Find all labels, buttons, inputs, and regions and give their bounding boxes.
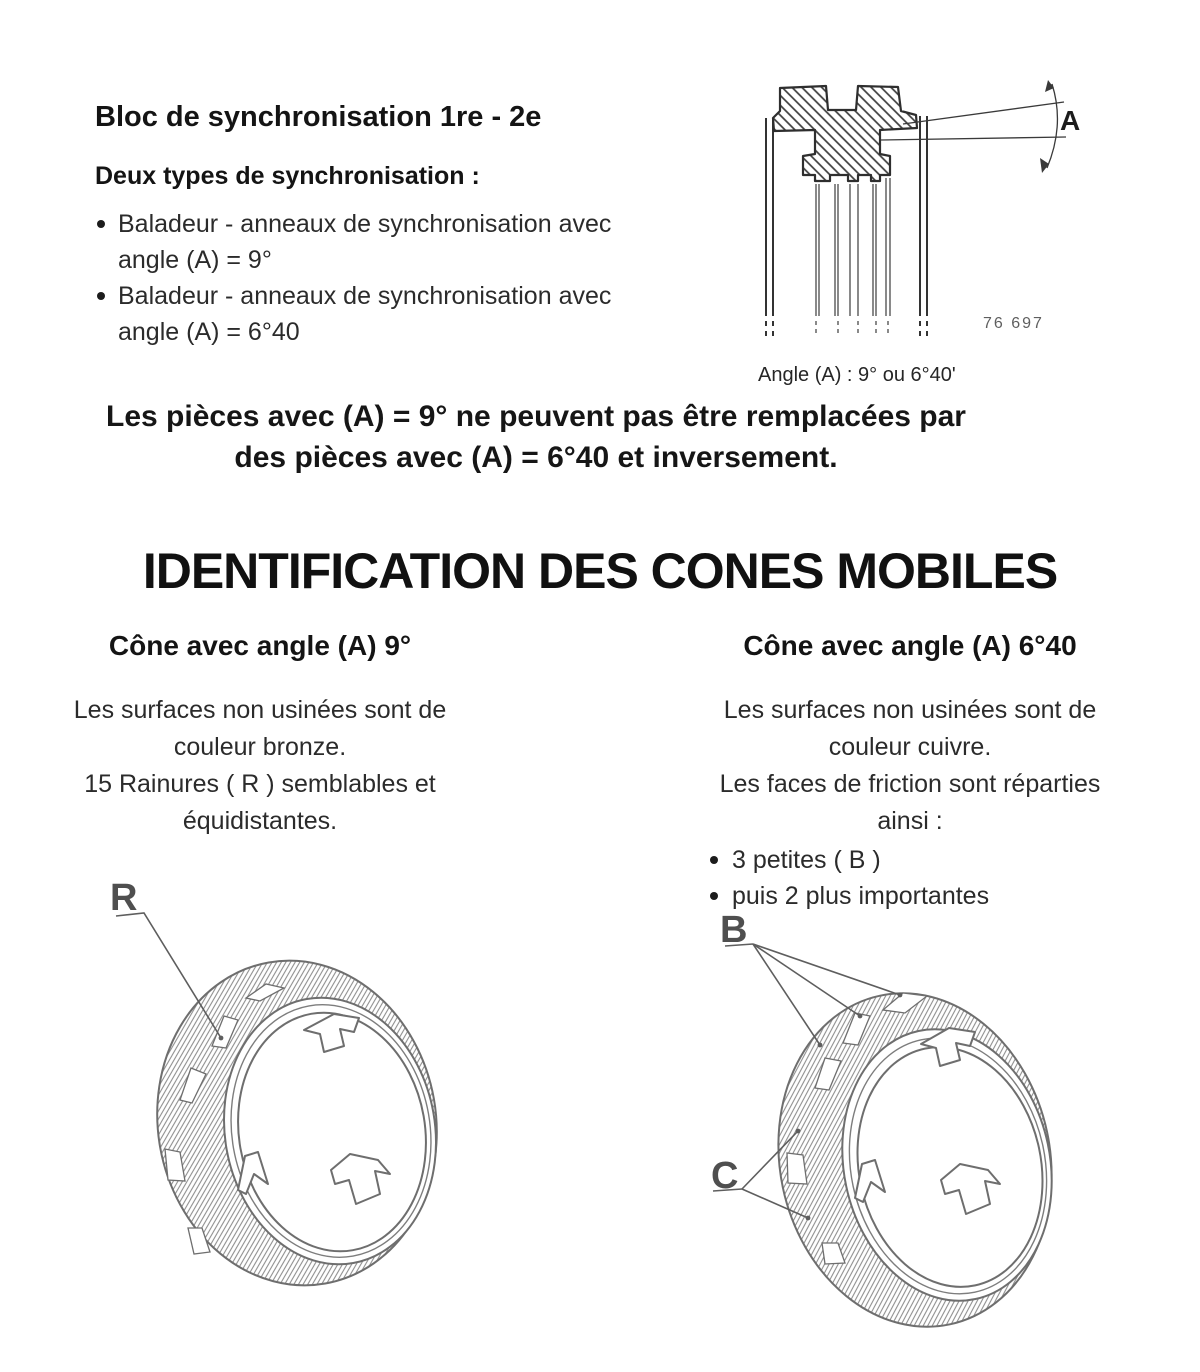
column-heading-640: Cône avec angle (A) 6°40 xyxy=(743,630,1077,661)
sync-type-text: Baladeur - anneaux de synchronisation avec angle (A) = 9° xyxy=(118,210,612,274)
text-line: Les faces de friction sont réparties xyxy=(719,770,1101,798)
ring-drawing-9deg xyxy=(88,868,488,1308)
page-subtitle: Deux types de synchronisation : xyxy=(95,162,480,190)
angle-a-label: A xyxy=(1060,105,1081,136)
leader-dot xyxy=(219,1036,224,1041)
text-line: Les surfaces non usinées sont de xyxy=(723,696,1097,724)
text-line: couleur cuivre. xyxy=(828,733,992,761)
warning-line: des pièces avec (A) = 6°40 et inversement. xyxy=(234,441,838,474)
label-b: B xyxy=(720,909,748,951)
column-cone-9deg xyxy=(0,630,520,840)
column-cone-640 xyxy=(650,630,1170,914)
bullet-dot xyxy=(710,856,718,864)
warning-line: Les pièces avec (A) = 9° ne peuvent pas être remplacées par xyxy=(106,400,966,433)
ring-body xyxy=(132,938,462,1307)
figure-ref-number: 76 697 xyxy=(983,315,1044,332)
text-line: ainsi : xyxy=(877,807,943,835)
text-line: couleur bronze. xyxy=(173,733,347,761)
hub-section-hatched xyxy=(773,86,917,181)
column-heading-9deg: Cône avec angle (A) 9° xyxy=(108,630,412,661)
ring-figure-640 xyxy=(695,898,1105,1343)
interchange-warning xyxy=(0,396,1072,478)
column-text-9deg xyxy=(0,692,520,840)
bullet-dot xyxy=(97,292,105,300)
cone-groove-lines xyxy=(816,178,890,336)
sync-types-list xyxy=(97,206,657,350)
label-r: R xyxy=(110,877,138,919)
label-c: C xyxy=(711,1155,739,1197)
text-line: 15 Rainures ( R ) semblables et xyxy=(84,770,436,798)
ring-drawing-640 xyxy=(695,898,1105,1338)
friction-face-text: puis 2 plus importantes xyxy=(732,882,990,910)
page-title: Bloc de synchronisation 1re - 2e xyxy=(95,101,542,133)
ring-body xyxy=(748,968,1082,1338)
ring-figure-9deg xyxy=(88,868,488,1313)
cross-section-figure xyxy=(748,78,1098,387)
text-line: Les surfaces non usinées sont de xyxy=(73,696,447,724)
text-line: équidistantes. xyxy=(182,807,338,835)
cross-section-caption: Angle (A) : 9° ou 6°40' xyxy=(758,364,956,386)
sync-type-item xyxy=(97,206,657,278)
friction-face-text: 3 petites ( B ) xyxy=(732,846,881,874)
sync-type-item xyxy=(97,278,657,350)
friction-face-item xyxy=(710,842,1170,878)
bullet-dot xyxy=(97,220,105,228)
column-text-640 xyxy=(650,692,1170,840)
arrowhead-bottom xyxy=(1040,158,1049,173)
sync-type-text: Baladeur - anneaux de synchronisation avec angle (A) = 6°40 xyxy=(118,282,612,346)
cross-section-drawing xyxy=(748,78,1098,350)
section-heading: IDENTIFICATION DES CONES MOBILES xyxy=(142,543,1058,599)
